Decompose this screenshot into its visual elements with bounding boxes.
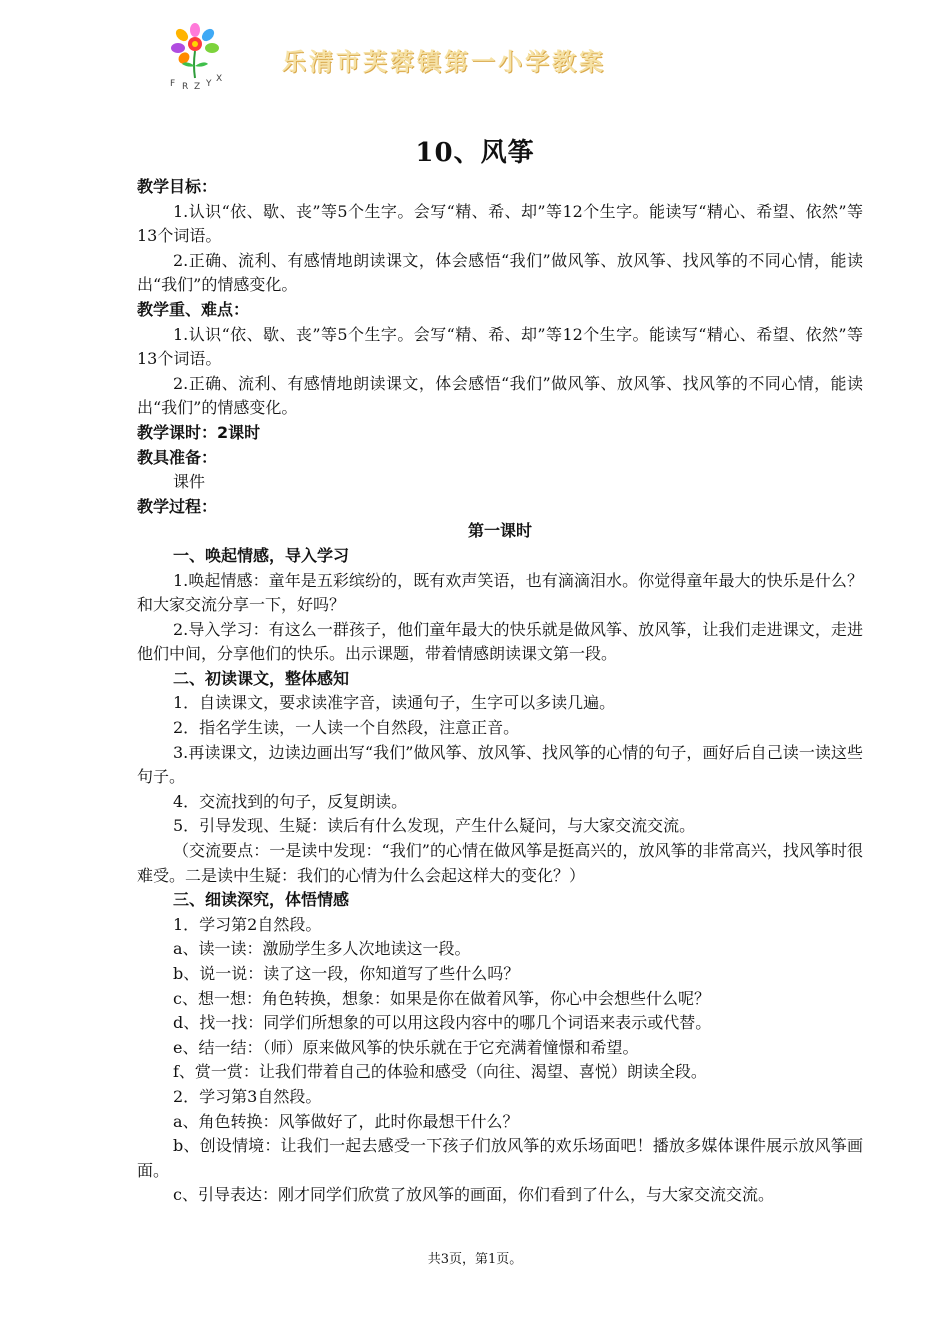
lesson-plan-body bbox=[137, 175, 863, 1208]
part-two-item: 5．引导发现、生疑：读后有什么发现，产生什么疑问，与大家交流交流。 bbox=[173, 816, 696, 836]
key-points-heading: 教学重、难点： bbox=[137, 299, 250, 319]
part-one-heading: 一、唤起情感，导入学习 bbox=[173, 545, 350, 565]
goal-item: 1.认识“依、歇、丧”等5个生字。会写“精、希、却”等12个生字。能读写“精心、希望、依然”等13个词语。 bbox=[137, 201, 863, 246]
tools-text: 课件 bbox=[173, 472, 206, 492]
class-hours: 教学课时：2课时 bbox=[137, 422, 261, 442]
part-one-item: 2.导入学习：有这么一群孩子，他们童年最大的快乐就是做风筝、放风筝，让我们走进课文，走进他们中间，分享他们的快乐。出示课题，带着情感朗读课文第一段。 bbox=[137, 619, 863, 664]
part-three-item: e、结一结：（师）原来做风筝的快乐就在于它充满着憧憬和希望。 bbox=[173, 1037, 639, 1057]
part-two-item: 2．指名学生读，一人读一个自然段，注意正音。 bbox=[173, 718, 520, 738]
svg-text:Z: Z bbox=[194, 82, 201, 90]
part-three-item: 1．学习第2自然段。 bbox=[173, 914, 322, 934]
part-three-item: 2．学习第3自然段。 bbox=[173, 1086, 322, 1106]
tools-heading: 教具准备： bbox=[137, 447, 218, 467]
key-point-item: 2.正确、流利、有感情地朗读课文，体会感悟“我们”做风筝、放风筝、找风筝的不同心情，能读出“我们”的情感变化。 bbox=[137, 373, 863, 418]
part-three-item: c、想一想：角色转换，想象：如果是你在做着风筝，你心中会想些什么呢？ bbox=[173, 988, 710, 1008]
part-three-heading: 三、细读深究，体悟情感 bbox=[173, 890, 350, 910]
part-three-item: c、引导表达：刚才同学们欣赏了放风筝的画面，你们看到了什么，与大家交流交流。 bbox=[173, 1185, 774, 1205]
goals-heading: 教学目标： bbox=[137, 177, 218, 196]
svg-text:F: F bbox=[170, 79, 176, 89]
part-two-item: 1．自读课文，要求读准字音，读通句子，生字可以多读几遍。 bbox=[173, 693, 616, 713]
page-title: 10、风筝 bbox=[415, 138, 535, 168]
page-footer: 共3页，第1页。 bbox=[427, 1252, 523, 1267]
process-heading: 教学过程： bbox=[137, 496, 218, 516]
lesson-one-heading: 第一课时 bbox=[467, 521, 532, 541]
key-point-item: 1.认识“依、歇、丧”等5个生字。会写“精、希、却”等12个生字。能读写“精心、希望、依然”等13个词语。 bbox=[137, 324, 863, 369]
school-logo-icon bbox=[160, 20, 230, 90]
part-three-item: f、赏一赏：让我们带着自己的体验和感受（向往、渴望、喜悦）朗读全段。 bbox=[173, 1062, 707, 1082]
svg-text:Y: Y bbox=[206, 79, 212, 89]
part-two-heading: 二、初读课文，整体感知 bbox=[173, 668, 350, 688]
part-three-item: a、角色转换：风筝做好了，此时你最想干什么？ bbox=[173, 1111, 519, 1131]
svg-text:X: X bbox=[216, 74, 223, 84]
part-two-item: 4．交流找到的句子，反复朗读。 bbox=[173, 791, 408, 811]
part-two-item: 3.再读课文，边读边画出写“我们”做风筝、放风筝、找风筝的心情的句子，画好后自己读一读这些句子。 bbox=[137, 742, 863, 787]
part-three-item: b、说一说：读了这一段，你知道写了些什么吗？ bbox=[173, 964, 520, 983]
part-one-item: 1.唤起情感：童年是五彩缤纷的，既有欢声笑语，也有滴滴泪水。你觉得童年最大的快乐是什么？和大家交流分享一下，好吗？ bbox=[137, 570, 863, 615]
part-three-item: b、创设情境：让我们一起去感受一下孩子们放风筝的欢乐场面吧！播放多媒体课件展示放风筝画面。 bbox=[137, 1136, 863, 1180]
page-header bbox=[160, 20, 860, 90]
goal-item: 2.正确、流利、有感情地朗读课文，体会感悟“我们”做风筝、放风筝、找风筝的不同心情，能读出“我们”的情感变化。 bbox=[137, 250, 863, 295]
part-three-item: d、找一找：同学们所想象的可以用这段内容中的哪几个词语来表示或代替。 bbox=[173, 1013, 712, 1033]
school-name: 乐清市芙蓉镇第一小学教案 bbox=[282, 48, 606, 76]
part-two-note: （交流要点：一是读中发现：“我们”的心情在做风筝是挺高兴的，放风筝的非常高兴，找风筝时很难受。二是读中生疑：我们的心情为什么会起这样大的变化？） bbox=[137, 841, 863, 885]
part-three-item: a、读一读：激励学生多人次地读这一段。 bbox=[173, 939, 471, 959]
svg-text:R: R bbox=[182, 82, 189, 90]
